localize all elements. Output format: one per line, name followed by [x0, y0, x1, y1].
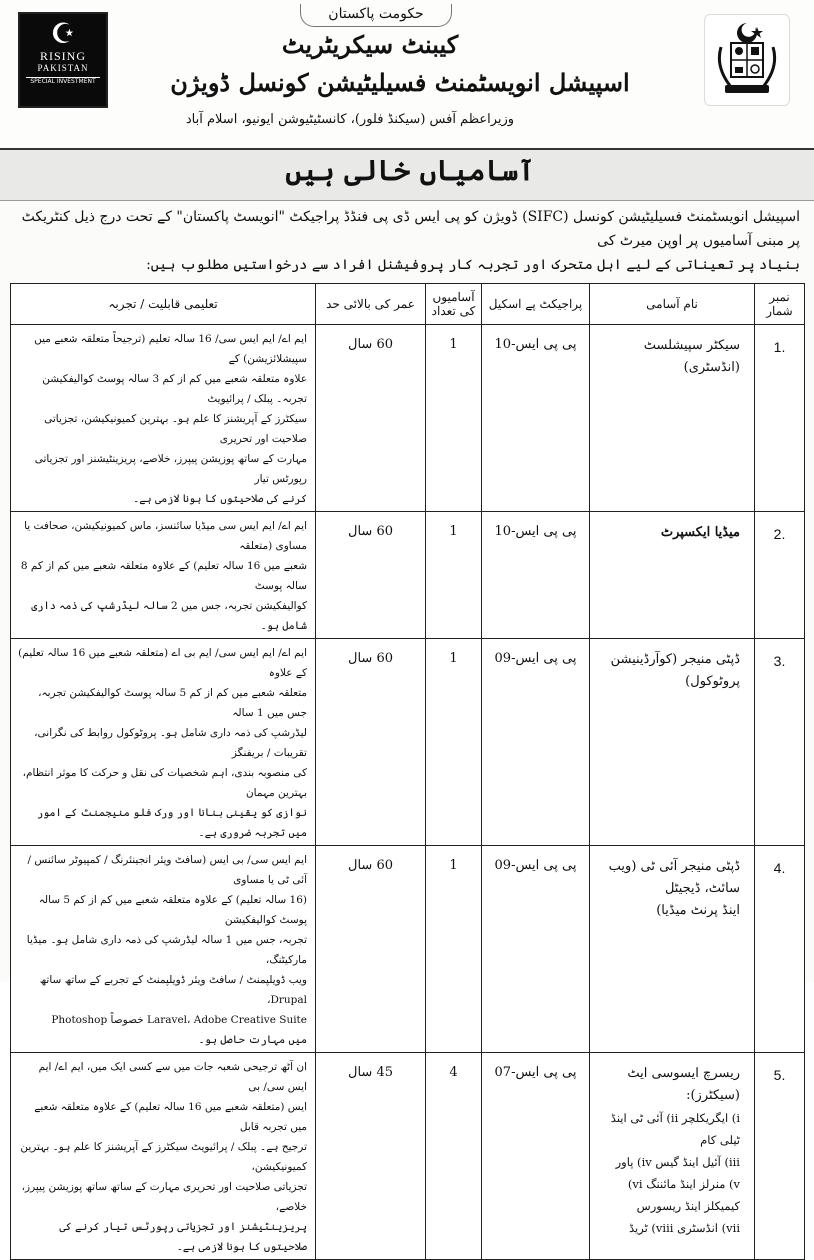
post-count-cell: 4 — [426, 1053, 482, 1260]
post-name-cell — [590, 325, 755, 512]
table-header-row — [11, 284, 805, 325]
table-row — [11, 512, 805, 639]
qual-line: ان آٹھ ترجیحی شعبہ جات میں سے کسی ایک میں، ایم اے/ ایم ایس سی/ بی — [38, 1061, 307, 1093]
qual-line: مہارت کے ساتھ پوزیشن پیپرز، خلاصے، پریزینٹیشنز اور تجزیاتی رپورٹس تیار — [34, 453, 307, 485]
qual-line: کوالیفکیشن تجربہ، جس میں 2 سالہ لیڈرشپ کی ذمہ داری شامل ہو۔ — [31, 600, 307, 632]
serial-number-cell: 2. — [755, 512, 805, 639]
post-count-cell: 1 — [426, 846, 482, 1053]
sector-list-item: v) منرلز اینڈ مائننگ vi) کیمیکلز اینڈ ریسورس — [627, 1177, 740, 1213]
qual-line: ایم اے/ ایم ایس سی/ ایم بی اے (متعلقہ شعبے میں 16 سالہ تعلیم) کے علاوہ — [18, 647, 307, 679]
logo-text-pakistan: PAKISTAN — [37, 63, 89, 73]
division-title: اسپیشل انویسٹمنٹ فسیلیٹیشن کونسل ڈویژن — [170, 68, 630, 97]
sector-list-item: vii) انڈسٹری viii) ٹریڈ — [628, 1221, 740, 1235]
qual-line: Laravel، Adobe Creative Suite خصوصاً Photoshop — [51, 1014, 307, 1026]
qualification-cell — [11, 639, 316, 846]
header-post-name: نام آسامی — [590, 284, 755, 325]
government-label: حکومت پاکستان — [300, 4, 452, 27]
post-name: ڈپٹی منیجر (کوآرڈینیشن پروٹوکول) — [610, 652, 740, 689]
intro-line-2: بنیاد پر تعیناتی کے لیے اہل متحرک اور تجربہ کار پروفیشنل افراد سے درخواستیں مطلوب ہیں: — [146, 257, 800, 273]
post-name-cell — [590, 1053, 755, 1260]
qual-line: کی منصوبہ بندی، اہم شخصیات کی نقل و حرکت کا موثر انتظام، بہترین مہمان — [22, 767, 307, 799]
crescent-star-icon: ☪ — [50, 17, 76, 50]
qual-line: ویب ڈویلپمنٹ / سافٹ ویئر ڈویلپمنٹ کے تجربے کے ساتھ ساتھ Drupal، — [39, 974, 307, 1006]
qual-line: متعلقہ شعبے میں کم از کم 5 سالہ پوسٹ کوالیفکیشن تجربہ، جس میں 1 سالہ — [38, 687, 307, 719]
header-post-count: آسامیوں کی تعداد — [426, 284, 482, 325]
table-row — [11, 639, 805, 846]
qual-line: نوازی کو یقینی بنانا اور ورک فلو منیجمنٹ کے امور میں تجربہ ضروری ہے۔ — [37, 807, 307, 839]
header-qualification: تعلیمی قابلیت / تجربہ — [11, 284, 316, 325]
qual-line: تجربہ، جس میں 1 سالہ لیڈرشپ کی ذمہ داری شامل ہو۔ میڈیا مارکیٹنگ، — [26, 934, 307, 966]
pay-scale-cell: پی پی ایس-10 — [482, 325, 590, 512]
post-name: میڈیا ایکسپرٹ — [660, 525, 740, 540]
post-name-cell — [590, 846, 755, 1053]
post-count-cell: 1 — [426, 512, 482, 639]
vacancies-banner — [0, 148, 814, 201]
qualification-cell — [11, 1053, 316, 1260]
post-name: ریسرچ ایسوسی ایٹ (سیکٹرز): — [627, 1066, 740, 1103]
secretariat-title: کیبنٹ سیکریٹریٹ — [281, 30, 459, 59]
qualification-cell — [11, 846, 316, 1053]
qual-line: ایم اے/ ایم ایس سی میڈیا سائنسز، ماس کمیونیکیشن، صحافت یا مساوی (متعلقہ — [24, 520, 307, 552]
post-count-cell: 1 — [426, 639, 482, 846]
pay-scale-cell: پی پی ایس-10 — [482, 512, 590, 639]
age-limit-cell: 60 سال — [316, 512, 426, 639]
vacancies-table — [10, 283, 805, 1260]
qual-line: تجزیاتی صلاحیت اور تحریری مہارت کے ساتھ ساتھ پوزیشن پیپرز، خلاصے، — [21, 1181, 307, 1213]
qual-line: پریزینٹیشنز اور تجزیاتی رپورٹس تیار کرنے کی صلاحیتوں کا ہونا لازمی ہے۔ — [59, 1221, 307, 1253]
intro-paragraph — [20, 205, 800, 277]
pay-scale-cell: پی پی ایس-07 — [482, 1053, 590, 1260]
post-name-cell — [590, 639, 755, 846]
serial-number-cell: 3. — [755, 639, 805, 846]
post-name: ڈپٹی منیجر آئی ٹی (ویب سائٹ، ڈیجیٹل — [608, 859, 740, 896]
qual-line: ایس (متعلقہ شعبے میں 16 سالہ تعلیم) کے علاوہ متعلقہ شعبے میں تجربہ قابل — [34, 1101, 307, 1133]
qual-line: سیکٹرز کے آپریشنز کا علم ہو۔ بہترین کمیونیکیشن، تجزیاتی صلاحیت اور تحریری — [44, 413, 307, 445]
qual-line: لیڈرشپ کی ذمہ داری شامل ہو۔ پروٹوکول روابط کی نگرانی، تقریبات / بریفنگز — [34, 727, 307, 759]
pay-scale-cell: پی پی ایس-09 — [482, 846, 590, 1053]
header-age-limit: عمر کی بالائی حد — [316, 284, 426, 325]
post-name: سیکٹر سپیشلسٹ (انڈسٹری) — [643, 338, 740, 375]
intro-line-1: اسپیشل انویسٹمنٹ فسیلیٹیشن کونسل (SIFC) ڈویژن کو پی ایس ڈی پی فنڈڈ پراجیکٹ "انویسٹ پاکستان" کے تحت درج ذیل کنٹریکٹ پر مبنی آسامیوں پر اوپن میرٹ کی — [21, 209, 800, 249]
qual-line: میں مہارت حاصل ہو۔ — [198, 1034, 307, 1046]
post-name-cell — [590, 512, 755, 639]
pay-scale-cell: پی پی ایس-09 — [482, 639, 590, 846]
logo-text-sub: SPECIAL INVESTMENT — [26, 77, 100, 86]
qual-line: ایم اے/ ایم ایس سی/ 16 سالہ تعلیم (ترجیحاً متعلقہ شعبے میں سپیشلائزیشن) کے — [34, 333, 307, 365]
sector-list-item: i) ایگریکلچر ii) آئی ٹی اینڈ ٹیلی کام — [610, 1111, 740, 1147]
qualification-cell — [11, 512, 316, 639]
qual-line: (16 سالہ تعلیم) کے علاوہ متعلقہ شعبے میں کم از کم 5 سالہ پوسٹ کوالیفکیشن — [38, 894, 307, 926]
logo-text-rising: RISING — [39, 49, 86, 63]
serial-number-cell: 4. — [755, 846, 805, 1053]
table-row — [11, 325, 805, 512]
qualification-cell — [11, 325, 316, 512]
state-emblem-icon — [704, 14, 790, 106]
table-row — [11, 1053, 805, 1260]
office-address: وزیراعظم آفس (سیکنڈ فلور)، کانسٹیٹیوشن ایونیو، اسلام آباد — [185, 112, 515, 127]
age-limit-cell: 45 سال — [316, 1053, 426, 1260]
header-serial-number: نمبر شمار — [755, 284, 805, 325]
header-pay-scale: پراجیکٹ پے اسکیل — [482, 284, 590, 325]
rising-pakistan-logo — [18, 12, 108, 108]
serial-number-cell: 1. — [755, 325, 805, 512]
age-limit-cell: 60 سال — [316, 325, 426, 512]
header — [0, 0, 814, 150]
qual-line: کرنے کی صلاحیتوں کا ہونا لازمی ہے۔ — [133, 493, 307, 505]
qual-line: ایم ایس سی/ بی ایس (سافٹ ویئر انجینئرنگ / کمپیوٹر سائنس / آئی ٹی یا مساوی — [27, 854, 307, 886]
serial-number-cell: 5. — [755, 1053, 805, 1260]
qual-line: ترجیح ہے۔ پبلک / پرائیویٹ سیکٹرز کے آپریشنز کا علم ہو۔ بہترین کمیونیکیشن، — [20, 1141, 307, 1173]
post-count-cell: 1 — [426, 325, 482, 512]
qual-line: علاوہ متعلقہ شعبے میں کم از کم 3 سالہ پوسٹ کوالیفکیشن تجربہ۔ پبلک / پرائیویٹ — [42, 373, 307, 405]
age-limit-cell: 60 سال — [316, 846, 426, 1053]
post-name-continuation: اینڈ پرنٹ میڈیا) — [656, 903, 740, 918]
age-limit-cell: 60 سال — [316, 639, 426, 846]
sector-list-item: iii) آئیل اینڈ گیس iv) پاور — [615, 1155, 740, 1169]
banner-title: آسامیاں خالی ہیں — [285, 154, 535, 187]
table-row — [11, 846, 805, 1053]
qual-line: شعبے میں 16 سالہ تعلیم) کے علاوہ متعلقہ شعبے میں کم از کم 8 سالہ پوسٹ — [20, 560, 307, 592]
